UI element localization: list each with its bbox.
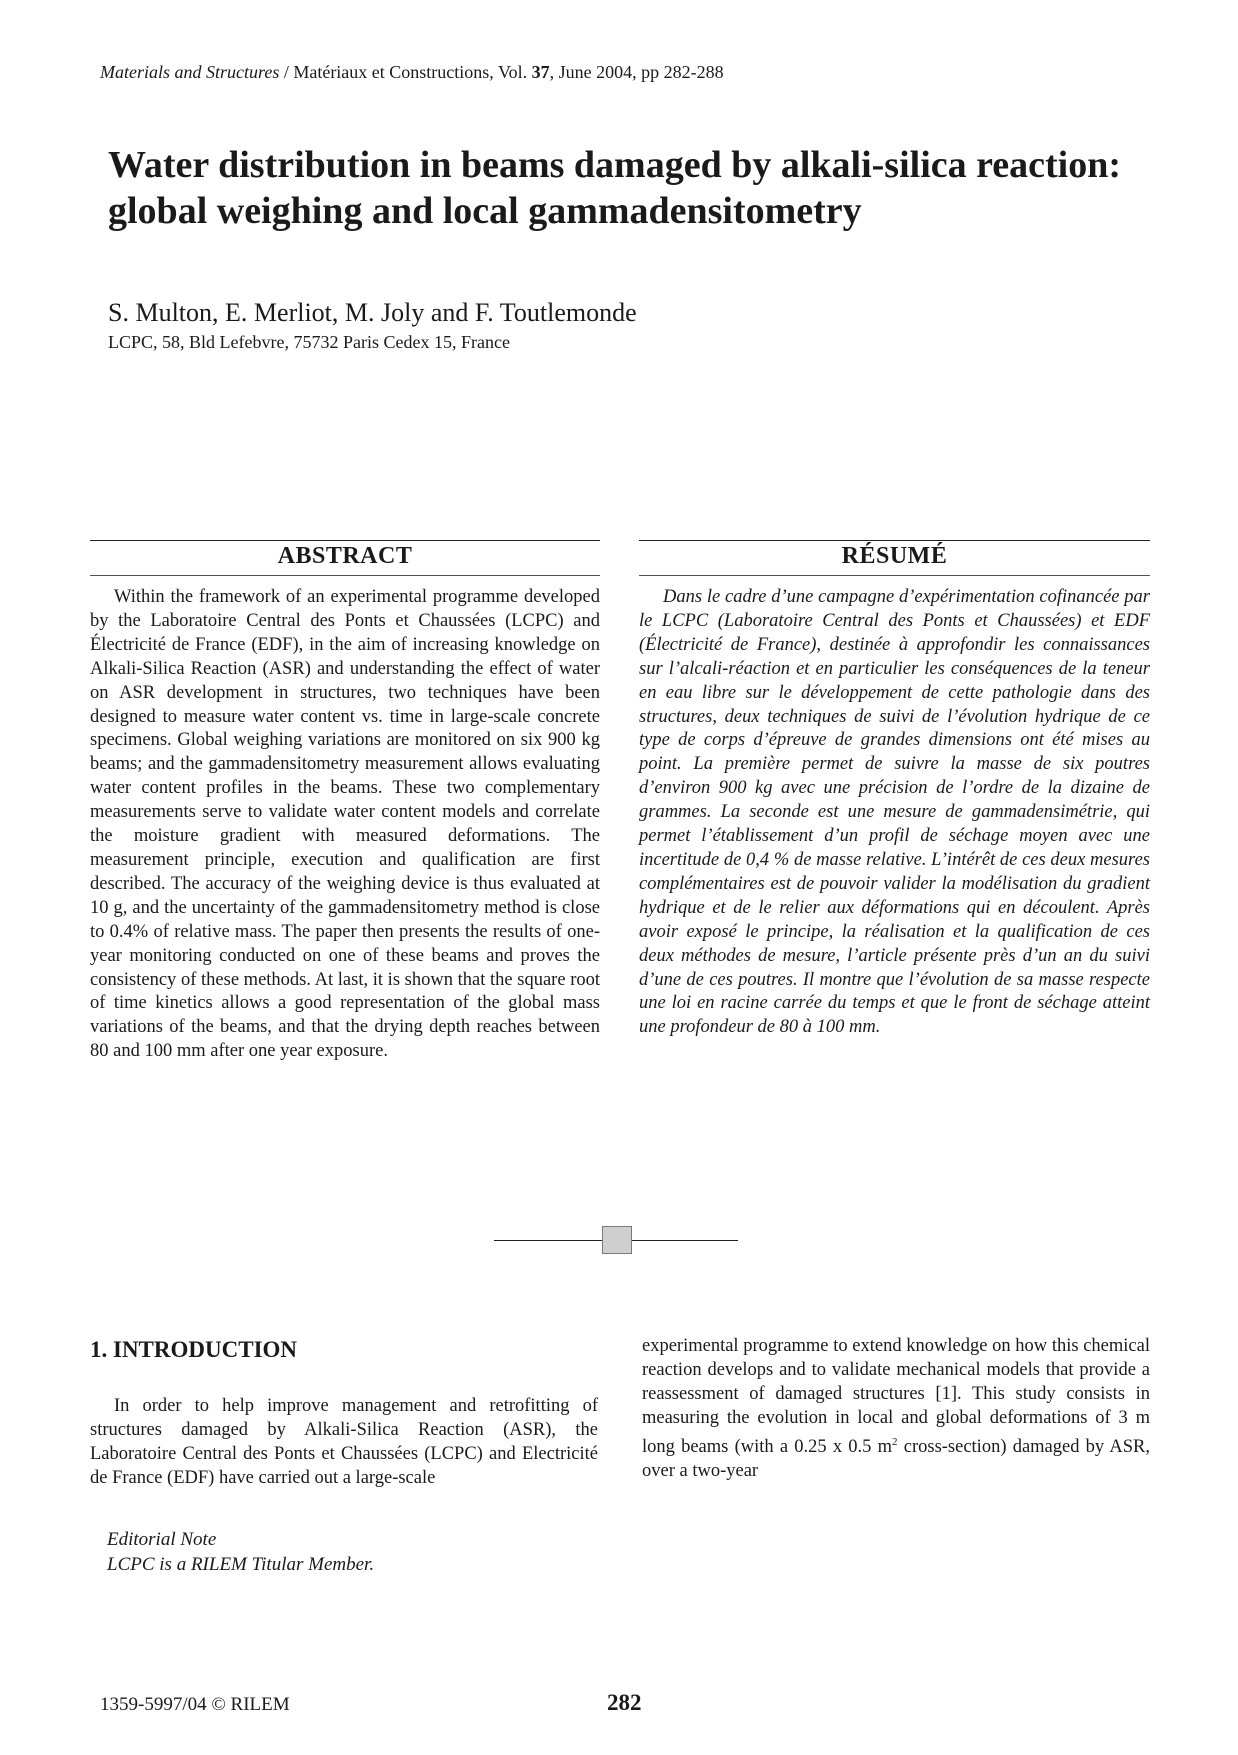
introduction-left-column xyxy=(90,1395,598,1491)
resume-body xyxy=(639,586,1150,1040)
authors: S. Multon, E. Merliot, M. Joly and F. Toutlemonde xyxy=(108,298,637,327)
journal-date-pages: , June 2004, pp 282-288 xyxy=(549,62,724,82)
superscript-two: 2 xyxy=(892,1435,898,1448)
resume-bottom-rule xyxy=(639,575,1150,576)
editorial-note-text: LCPC is a RILEM Titular Member. xyxy=(107,1554,375,1575)
journal-french: / Matériaux et Constructions, Vol. xyxy=(279,62,532,82)
section-divider-ornament xyxy=(602,1226,632,1254)
abstract-body xyxy=(90,586,600,1064)
editorial-note xyxy=(107,1527,374,1577)
journal-header xyxy=(100,62,724,83)
introduction-heading: 1. INTRODUCTION xyxy=(90,1337,298,1362)
abstract-text: Within the framework of an experimental programme developed by the Laboratoire Central des Ponts et Chaussées (LCPC) and Électricité de France (EDF), in the aim of increasing knowledge on Alkali-Silica Reaction (ASR) and understanding the effect of water on ASR development in structures, two techniques have been designed to measure water content vs. time in large-scale concrete specimens. Global weighing variations are monitored on six 900 kg beams; and the gammadensitometry measurement allows evaluating water content profiles in the beams. These two complementary measurements serve to validate water content models and correlate the moisture gradient with measured deformations. The measurement principle, execution and qualification are first described. The accuracy of the weighing device is thus evaluated at 10 g, and the uncertainty of the gammadensitometry method is close to 0.4% of relative mass. The paper then presents the results of one-year monitoring conducted on one of these beams and proves the consistency of these methods. At last, it is shown that the square root of time kinetics allows a good representation of the global mass variations of the beams, and that the drying depth reaches between 80 and 100 mm after one year exposure. xyxy=(90,587,600,1062)
abstract-top-rule xyxy=(90,540,600,541)
abstract-heading: ABSTRACT xyxy=(277,543,413,569)
issn-copyright: 1359-5997/04 © RILEM xyxy=(100,1694,290,1715)
page-number: 282 xyxy=(607,1690,642,1715)
affiliation: LCPC, 58, Bld Lefebvre, 75732 Paris Cedex 15, France xyxy=(108,332,510,352)
introduction-text-right xyxy=(642,1335,1150,1484)
introduction-text-right-a: experimental programme to extend knowledge on how this chemical reaction develops and to validate mechanical models that provide a reassessment of damaged structures [1]. This study consists in measuring the evolution in local and global deformations of 3 m long beams (with a 0.25 x 0.5 m xyxy=(642,1336,1150,1457)
introduction-right-column xyxy=(642,1335,1150,1484)
editorial-note-title: Editorial Note xyxy=(107,1529,217,1550)
introduction-text-right-b: cross-section) damaged by ASR, over a two-year xyxy=(642,1436,1150,1481)
resume-heading: RÉSUMÉ xyxy=(841,543,948,569)
abstract-bottom-rule xyxy=(90,575,600,576)
introduction-text-left: In order to help improve management and retrofitting of structures damaged by Alkali-Silica Reaction (ASR), the Laboratoire Central des Ponts et Chaussées (LCPC) and Electricité de France (EDF) have carried out a large-scale xyxy=(90,1396,598,1488)
journal-volume: 37 xyxy=(531,62,550,82)
journal-name: Materials and Structures xyxy=(100,62,280,82)
paper-title: Water distribution in beams damaged by alkali-silica reaction: global weighing and local gammadensitometry xyxy=(108,144,1122,232)
resume-top-rule xyxy=(639,540,1150,541)
resume-text: Dans le cadre d’une campagne d’expérimentation cofinancée par le LCPC (Laboratoire Central des Ponts et Chaussées) et EDF (Électricité de France), destinée à approfondir les connaissances sur l’alcali-réaction et en particulier les conséquences de la teneur en eau libre sur le développement de cette pathologie dans des structures, deux techniques de suivi de l’évolution hydrique de ce type de corps d’épreuve de grandes dimensions ont été mises au point. La première permet de suivre la masse de six poutres d’environ 900 kg avec une précision de l’ordre de la dizaine de grammes. La seconde est une mesure de gammadensimétrie, qui permet l’établissement d’un profil de séchage moyen avec une incertitude de 0,4 % de masse relative. L’intérêt de ces deux mesures complémentaires est de pouvoir valider la modélisation du gradient hydrique et de le relier aux déformations qui en découlent. Après avoir exposé le principe, la réalisation et la qualification de ces deux méthodes de mesure, l’article présente près d’un an du suivi d’une de ces poutres. Il montre que l’évolution de sa masse respecte une loi en racine carrée du temps et que le front de séchage atteint une profondeur de 80 à 100 mm. xyxy=(639,587,1150,1038)
